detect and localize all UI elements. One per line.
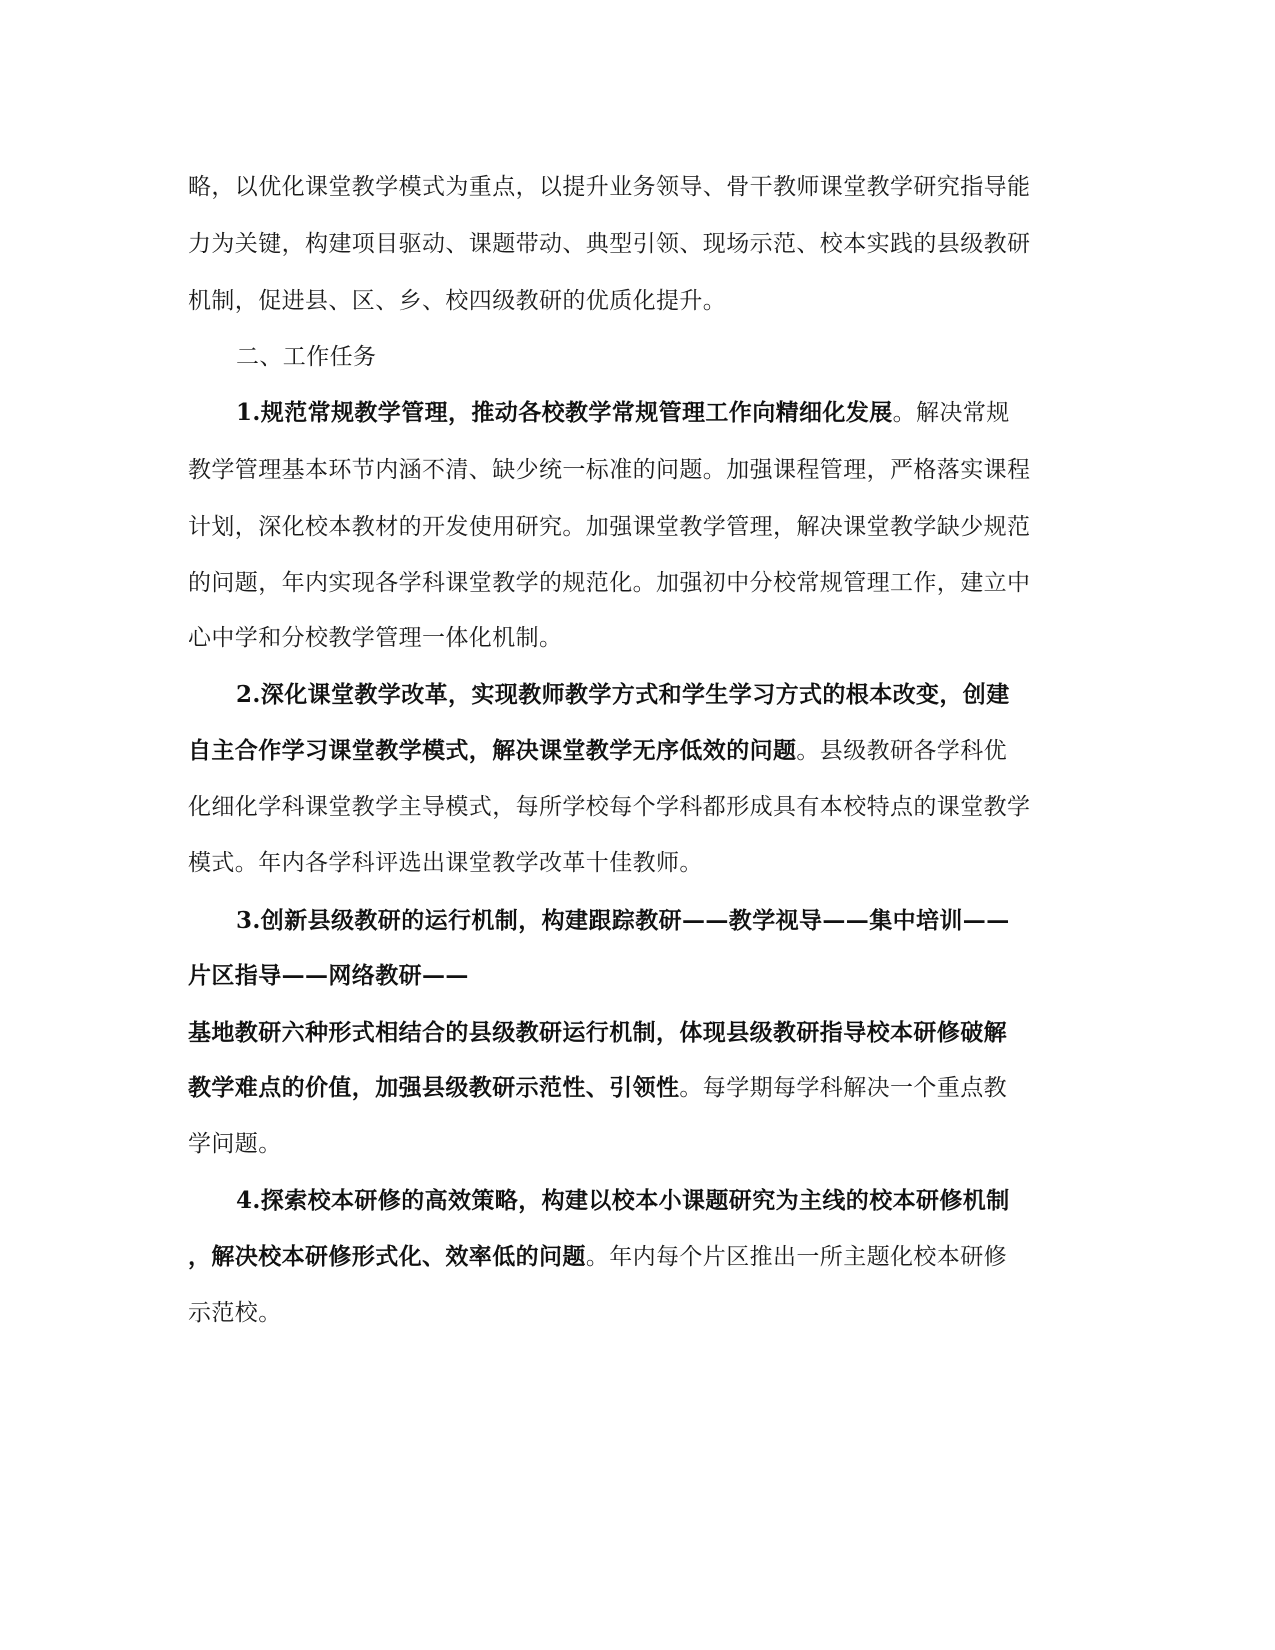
- section-heading: 二、工作任务: [236, 344, 377, 370]
- item-3-text: 。每学期每学科解决一个重点教: [679, 1075, 1008, 1101]
- item-4-line-1: 4.探索校本研修的高效策略，构建以校本小课题研究为主线的校本研修机制: [236, 1187, 1010, 1214]
- item-3-line-4: [188, 1073, 1007, 1103]
- intro-line-2: 力为关键，构建项目驱动、课题带动、典型引领、现场示范、校本实践的县级教研: [188, 231, 1031, 257]
- item-3-bold-title: 教学难点的价值，加强县级教研示范性、引领性: [188, 1074, 680, 1101]
- item-4-bold-title: ，解决校本研修形式化、效率低的问题: [188, 1243, 586, 1270]
- item-1-line-3: 计划，深化校本教材的开发使用研究。加强课堂教学管理，解决课堂教学缺少规范: [188, 514, 1031, 540]
- item-2-line-2: [188, 736, 1007, 766]
- item-2-bold-title: 自主合作学习课堂教学模式，解决课堂教学无序低效的问题: [188, 737, 797, 764]
- item-4-line-2: [188, 1242, 1007, 1272]
- item-2-line-3: 化细化学科课堂教学主导模式，每所学校每个学科都形成具有本校特点的课堂教学: [188, 794, 1031, 820]
- item-3-line-1: 3.创新县级教研的运行机制，构建跟踪教研——教学视导——集中培训——: [236, 907, 1010, 934]
- item-1-line-4: 的问题，年内实现各学科课堂教学的规范化。加强初中分校常规管理工作，建立中: [188, 570, 1031, 596]
- intro-line-3: 机制，促进县、区、乡、校四级教研的优质化提升。: [188, 288, 727, 314]
- item-1-text: 。解决常规: [892, 400, 1010, 426]
- item-4-text: 。年内每个片区推出一所主题化校本研修: [585, 1244, 1008, 1270]
- item-2-text: 。县级教研各学科优: [796, 738, 1008, 764]
- item-1-line-1: [236, 398, 1010, 428]
- item-1-line-5: 心中学和分校教学管理一体化机制。: [188, 625, 563, 651]
- item-4-line-3: 示范校。: [188, 1300, 282, 1326]
- intro-line-1: 略，以优化课堂教学模式为重点，以提升业务领导、骨干教师课堂教学研究指导能: [188, 174, 1031, 200]
- item-1-line-2: 教学管理基本环节内涵不清、缺少统一标准的问题。加强课程管理，严格落实课程: [188, 457, 1031, 483]
- item-3-line-3: 基地教研六种形式相结合的县级教研运行机制，体现县级教研指导校本研修破解: [188, 1019, 1007, 1046]
- item-3-line-5: 学问题。: [188, 1131, 282, 1157]
- item-3-line-2: 片区指导——网络教研——: [188, 962, 469, 989]
- item-1-bold-title: 1.规范常规教学管理，推动各校教学常规管理工作向精细化发展: [236, 399, 893, 426]
- item-2-line-1: 2.深化课堂教学改革，实现教师教学方式和学生学习方式的根本改变，创建: [236, 681, 1010, 708]
- item-2-line-4: 模式。年内各学科评选出课堂教学改革十佳教师。: [188, 850, 703, 876]
